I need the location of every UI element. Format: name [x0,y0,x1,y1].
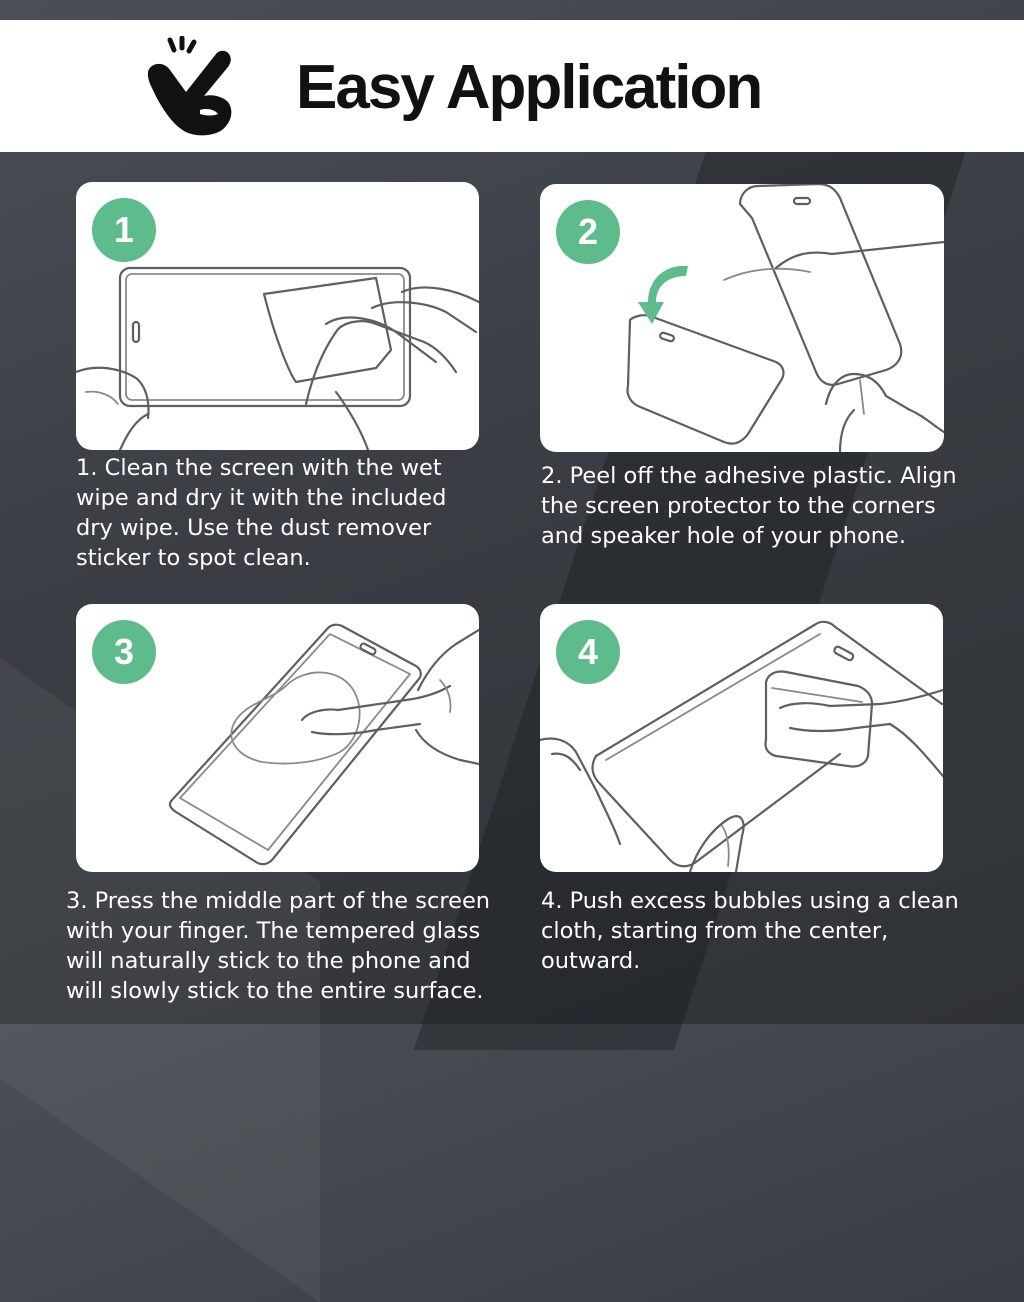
step-2-caption: 2. Peel off the adhesive plastic. Align the screen protector to the corners and speaker hole of your phone. [541,463,957,549]
step-1-card [76,182,479,450]
step-1-caption: 1. Clean the screen with the wet wipe and dry it with the included dry wipe. Use the dust remover sticker to spot clean. [76,455,447,571]
step-2-card [540,184,944,452]
finger-snap-icon [142,36,242,136]
header-banner [0,20,1024,152]
step-badge: 4 [556,620,620,684]
page-title: Easy Application [296,53,762,122]
step-badge: 2 [556,200,620,264]
step-3-caption: 3. Press the middle part of the screen with your finger. The tempered glass will naturally stick to the phone and will slowly stick to the entire surface. [66,888,491,1004]
step-badge: 3 [92,620,156,684]
step-4-caption: 4. Push excess bubbles using a clean cloth, starting from the center, outward. [541,888,959,974]
step-4-card [540,604,943,872]
step-3-card [76,604,479,872]
step-badge: 1 [92,198,156,262]
